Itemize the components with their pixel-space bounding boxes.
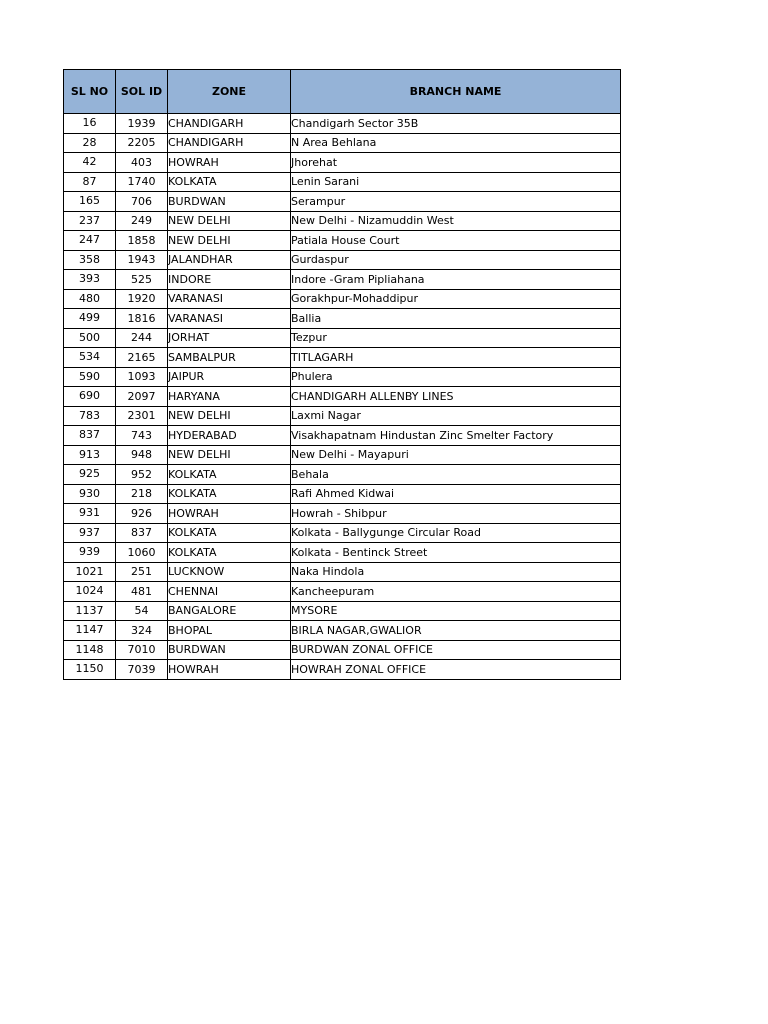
table-row xyxy=(64,601,621,621)
sl-no-cell: 690 xyxy=(64,387,116,407)
sl-no-cell: 1148 xyxy=(64,640,116,660)
zone-cell: HOWRAH xyxy=(168,153,291,173)
sl-no-cell: 913 xyxy=(64,445,116,465)
table-row xyxy=(64,582,621,602)
sl-no-cell: 358 xyxy=(64,250,116,270)
zone-cell: HYDERABAD xyxy=(168,426,291,446)
sl-no-cell: 499 xyxy=(64,309,116,329)
zone-cell: BURDWAN xyxy=(168,192,291,212)
table-body xyxy=(64,114,621,680)
branch-name-cell: Jhorehat xyxy=(291,153,621,173)
table-row xyxy=(64,309,621,329)
zone-cell: NEW DELHI xyxy=(168,406,291,426)
branch-name-cell: Gurdaspur xyxy=(291,250,621,270)
table-row xyxy=(64,192,621,212)
table-row xyxy=(64,445,621,465)
zone-cell: CHANDIGARH xyxy=(168,114,291,134)
header-sl-no: SL NO xyxy=(64,70,116,114)
zone-cell: INDORE xyxy=(168,270,291,290)
header-sol-id: SOL ID xyxy=(116,70,168,114)
branch-name-cell: Ballia xyxy=(291,309,621,329)
sol-id-cell: 481 xyxy=(116,582,168,602)
sl-no-cell: 165 xyxy=(64,192,116,212)
sl-no-cell: 1147 xyxy=(64,621,116,641)
branch-name-cell: BIRLA NAGAR,GWALIOR xyxy=(291,621,621,641)
table-row xyxy=(64,406,621,426)
zone-cell: VARANASI xyxy=(168,309,291,329)
zone-cell: JALANDHAR xyxy=(168,250,291,270)
branch-name-cell: Gorakhpur-Mohaddipur xyxy=(291,289,621,309)
sol-id-cell: 1816 xyxy=(116,309,168,329)
branch-name-cell: New Delhi - Nizamuddin West xyxy=(291,211,621,231)
branch-name-cell: Phulera xyxy=(291,367,621,387)
zone-cell: HARYANA xyxy=(168,387,291,407)
table-row xyxy=(64,543,621,563)
sl-no-cell: 783 xyxy=(64,406,116,426)
table-row xyxy=(64,348,621,368)
table-row xyxy=(64,465,621,485)
header-branch-name: BRANCH NAME xyxy=(291,70,621,114)
branch-name-cell: New Delhi - Mayapuri xyxy=(291,445,621,465)
sol-id-cell: 743 xyxy=(116,426,168,446)
sol-id-cell: 1740 xyxy=(116,172,168,192)
sl-no-cell: 925 xyxy=(64,465,116,485)
zone-cell: KOLKATA xyxy=(168,484,291,504)
table-row xyxy=(64,660,621,680)
table-row xyxy=(64,270,621,290)
branch-name-cell: Visakhapatnam Hindustan Zinc Smelter Factory xyxy=(291,426,621,446)
branch-table xyxy=(63,69,621,680)
branch-name-cell: TITLAGARH xyxy=(291,348,621,368)
sol-id-cell: 706 xyxy=(116,192,168,212)
sol-id-cell: 7039 xyxy=(116,660,168,680)
sol-id-cell: 251 xyxy=(116,562,168,582)
branch-name-cell: Kancheepuram xyxy=(291,582,621,602)
sol-id-cell: 324 xyxy=(116,621,168,641)
zone-cell: CHANDIGARH xyxy=(168,133,291,153)
table-row xyxy=(64,484,621,504)
sol-id-cell: 1093 xyxy=(116,367,168,387)
branch-name-cell: MYSORE xyxy=(291,601,621,621)
table-row xyxy=(64,211,621,231)
zone-cell: CHENNAI xyxy=(168,582,291,602)
sol-id-cell: 7010 xyxy=(116,640,168,660)
sol-id-cell: 54 xyxy=(116,601,168,621)
branch-name-cell: Kolkata - Ballygunge Circular Road xyxy=(291,523,621,543)
branch-name-cell: CHANDIGARH ALLENBY LINES xyxy=(291,387,621,407)
branch-name-cell: HOWRAH ZONAL OFFICE xyxy=(291,660,621,680)
table-row xyxy=(64,250,621,270)
table-row xyxy=(64,387,621,407)
zone-cell: BURDWAN xyxy=(168,640,291,660)
branch-name-cell: Lenin Sarani xyxy=(291,172,621,192)
branch-name-cell: Tezpur xyxy=(291,328,621,348)
zone-cell: NEW DELHI xyxy=(168,231,291,251)
sl-no-cell: 590 xyxy=(64,367,116,387)
branch-name-cell: Chandigarh Sector 35B xyxy=(291,114,621,134)
table-row xyxy=(64,621,621,641)
zone-cell: JAIPUR xyxy=(168,367,291,387)
sl-no-cell: 247 xyxy=(64,231,116,251)
table-row xyxy=(64,231,621,251)
table-header xyxy=(64,70,621,114)
sl-no-cell: 837 xyxy=(64,426,116,446)
branch-name-cell: Indore -Gram Pipliahana xyxy=(291,270,621,290)
zone-cell: KOLKATA xyxy=(168,465,291,485)
sol-id-cell: 525 xyxy=(116,270,168,290)
zone-cell: LUCKNOW xyxy=(168,562,291,582)
branch-name-cell: Naka Hindola xyxy=(291,562,621,582)
table-row xyxy=(64,504,621,524)
table-row xyxy=(64,328,621,348)
zone-cell: HOWRAH xyxy=(168,660,291,680)
zone-cell: KOLKATA xyxy=(168,523,291,543)
zone-cell: JORHAT xyxy=(168,328,291,348)
sl-no-cell: 1150 xyxy=(64,660,116,680)
sol-id-cell: 1920 xyxy=(116,289,168,309)
sl-no-cell: 28 xyxy=(64,133,116,153)
sol-id-cell: 2097 xyxy=(116,387,168,407)
branch-name-cell: Kolkata - Bentinck Street xyxy=(291,543,621,563)
sl-no-cell: 42 xyxy=(64,153,116,173)
branch-name-cell: Howrah - Shibpur xyxy=(291,504,621,524)
branch-name-cell: Behala xyxy=(291,465,621,485)
sol-id-cell: 1060 xyxy=(116,543,168,563)
sl-no-cell: 480 xyxy=(64,289,116,309)
sol-id-cell: 244 xyxy=(116,328,168,348)
sl-no-cell: 930 xyxy=(64,484,116,504)
zone-cell: BANGALORE xyxy=(168,601,291,621)
sl-no-cell: 937 xyxy=(64,523,116,543)
sl-no-cell: 87 xyxy=(64,172,116,192)
sol-id-cell: 2165 xyxy=(116,348,168,368)
table-row xyxy=(64,640,621,660)
sol-id-cell: 403 xyxy=(116,153,168,173)
branch-name-cell: Patiala House Court xyxy=(291,231,621,251)
sol-id-cell: 1939 xyxy=(116,114,168,134)
sl-no-cell: 393 xyxy=(64,270,116,290)
table-row xyxy=(64,426,621,446)
sl-no-cell: 500 xyxy=(64,328,116,348)
table-row xyxy=(64,153,621,173)
zone-cell: KOLKATA xyxy=(168,172,291,192)
sol-id-cell: 1943 xyxy=(116,250,168,270)
sol-id-cell: 837 xyxy=(116,523,168,543)
table-row xyxy=(64,172,621,192)
sl-no-cell: 16 xyxy=(64,114,116,134)
table-row xyxy=(64,133,621,153)
zone-cell: NEW DELHI xyxy=(168,211,291,231)
branch-name-cell: Serampur xyxy=(291,192,621,212)
header-zone: ZONE xyxy=(168,70,291,114)
sl-no-cell: 939 xyxy=(64,543,116,563)
sol-id-cell: 926 xyxy=(116,504,168,524)
sl-no-cell: 534 xyxy=(64,348,116,368)
sl-no-cell: 1024 xyxy=(64,582,116,602)
branch-name-cell: Laxmi Nagar xyxy=(291,406,621,426)
branch-name-cell: N Area Behlana xyxy=(291,133,621,153)
zone-cell: HOWRAH xyxy=(168,504,291,524)
zone-cell: NEW DELHI xyxy=(168,445,291,465)
sl-no-cell: 237 xyxy=(64,211,116,231)
table-row xyxy=(64,289,621,309)
zone-cell: VARANASI xyxy=(168,289,291,309)
table-row xyxy=(64,523,621,543)
sol-id-cell: 1858 xyxy=(116,231,168,251)
zone-cell: BHOPAL xyxy=(168,621,291,641)
sol-id-cell: 952 xyxy=(116,465,168,485)
zone-cell: KOLKATA xyxy=(168,543,291,563)
sl-no-cell: 1021 xyxy=(64,562,116,582)
sol-id-cell: 2301 xyxy=(116,406,168,426)
sol-id-cell: 948 xyxy=(116,445,168,465)
branch-name-cell: BURDWAN ZONAL OFFICE xyxy=(291,640,621,660)
sl-no-cell: 931 xyxy=(64,504,116,524)
zone-cell: SAMBALPUR xyxy=(168,348,291,368)
sol-id-cell: 218 xyxy=(116,484,168,504)
sol-id-cell: 2205 xyxy=(116,133,168,153)
sol-id-cell: 249 xyxy=(116,211,168,231)
table-row xyxy=(64,114,621,134)
table-row xyxy=(64,367,621,387)
sl-no-cell: 1137 xyxy=(64,601,116,621)
table-row xyxy=(64,562,621,582)
header-row xyxy=(64,70,621,114)
branch-name-cell: Rafi Ahmed Kidwai xyxy=(291,484,621,504)
